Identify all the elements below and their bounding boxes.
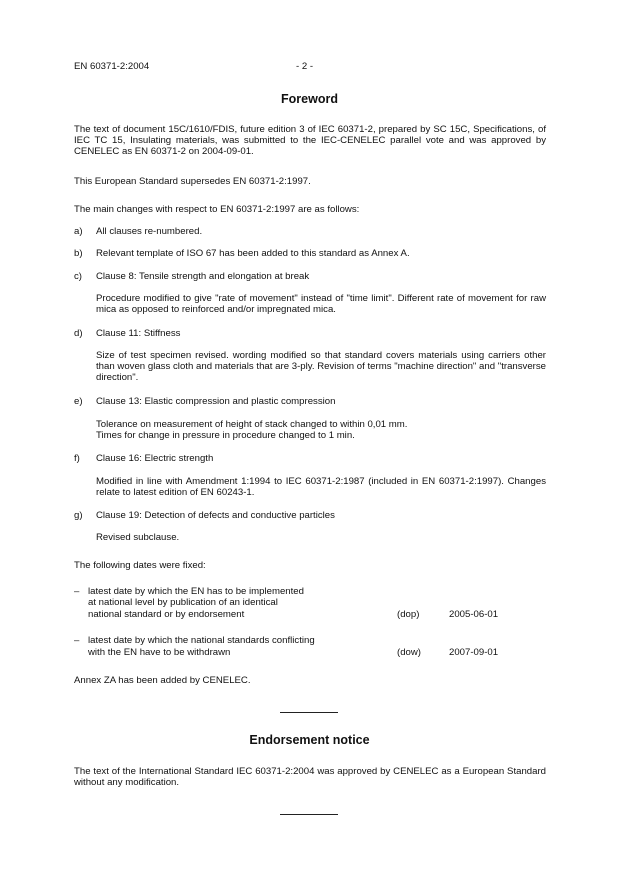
document-id: EN 60371-2:2004	[74, 61, 150, 72]
change-label-c: c)	[74, 271, 82, 282]
dow-abbreviation: (dow)	[397, 647, 421, 658]
change-item-d: Clause 11: Stiffness	[96, 328, 181, 339]
change-item-e: Clause 13: Elastic compression and plastic compression	[96, 396, 336, 407]
page-number: - 2 -	[296, 61, 314, 72]
change-item-b: Relevant template of ISO 67 has been added to this standard as Annex A.	[96, 248, 410, 259]
section-divider	[280, 814, 338, 815]
change-label-b: b)	[74, 248, 83, 259]
change-detail-f: Modified in line with Amendment 1:1994 to IEC 60371-2:1987 (included in EN 60371-2:1997). Changes relate to latest edition of EN 60243-1.	[96, 476, 546, 498]
change-detail-d: Size of test specimen revised. wording modified so that standard covers materials using carriers other than woven glass cloth and materials that are 3-ply. Revision of terms "machine direction" and "transverse direction".	[96, 350, 546, 383]
change-detail-c: Procedure modified to give "rate of movement" instead of "time limit". Different rate of movement for raw mica as opposed to reinforced and/or impregnated mica.	[96, 293, 546, 315]
foreword-intro: The text of document 15C/1610/FDIS, future edition 3 of IEC 60371-2, prepared by SC 15C, Specifications, of IEC TC 15, Insulating materials, was submitted to the IEC-CENELEC parallel vote and was approved by CENELEC as EN 60371-2 on 2004-09-01.	[74, 124, 546, 157]
endorsement-title: Endorsement notice	[249, 733, 370, 747]
endorsement-text: The text of the International Standard IEC 60371-2:2004 was approved by CENELEC as a European Standard without any modification.	[74, 766, 546, 788]
change-label-e: e)	[74, 396, 83, 407]
change-label-f: f)	[74, 453, 80, 464]
dow-line-2: with the EN have to be withdrawn	[88, 647, 231, 658]
section-divider	[280, 712, 338, 713]
dop-abbreviation: (dop)	[397, 609, 420, 620]
list-dash: –	[74, 635, 80, 646]
dow-date: 2007-09-01	[449, 647, 499, 658]
change-item-g: Clause 19: Detection of defects and conductive particles	[96, 510, 335, 521]
change-item-c: Clause 8: Tensile strength and elongation at break	[96, 271, 310, 282]
change-detail-e-line2: Times for change in pressure in procedure changed to 1 min.	[96, 430, 355, 441]
foreword-title: Foreword	[281, 92, 338, 106]
dop-line-2: at national level by publication of an identical	[88, 597, 278, 608]
dow-line-1: latest date by which the national standards conflicting	[88, 635, 315, 646]
dates-intro: The following dates were fixed:	[74, 560, 206, 571]
list-dash: –	[74, 586, 80, 597]
changes-intro: The main changes with respect to EN 60371-2:1997 are as follows:	[74, 204, 360, 215]
change-detail-g: Revised subclause.	[96, 532, 180, 543]
dop-line-3: national standard or by endorsement	[88, 609, 245, 620]
change-label-g: g)	[74, 510, 83, 521]
supersedes-note: This European Standard supersedes EN 60371-2:1997.	[74, 176, 311, 187]
change-item-a: All clauses re-numbered.	[96, 226, 203, 237]
change-item-f: Clause 16: Electric strength	[96, 453, 214, 464]
change-label-a: a)	[74, 226, 83, 237]
change-label-d: d)	[74, 328, 83, 339]
annex-note: Annex ZA has been added by CENELEC.	[74, 675, 251, 686]
dop-date: 2005-06-01	[449, 609, 499, 620]
change-detail-e-line1: Tolerance on measurement of height of stack changed to within 0,01 mm.	[96, 419, 408, 430]
dop-line-1: latest date by which the EN has to be implemented	[88, 586, 304, 597]
